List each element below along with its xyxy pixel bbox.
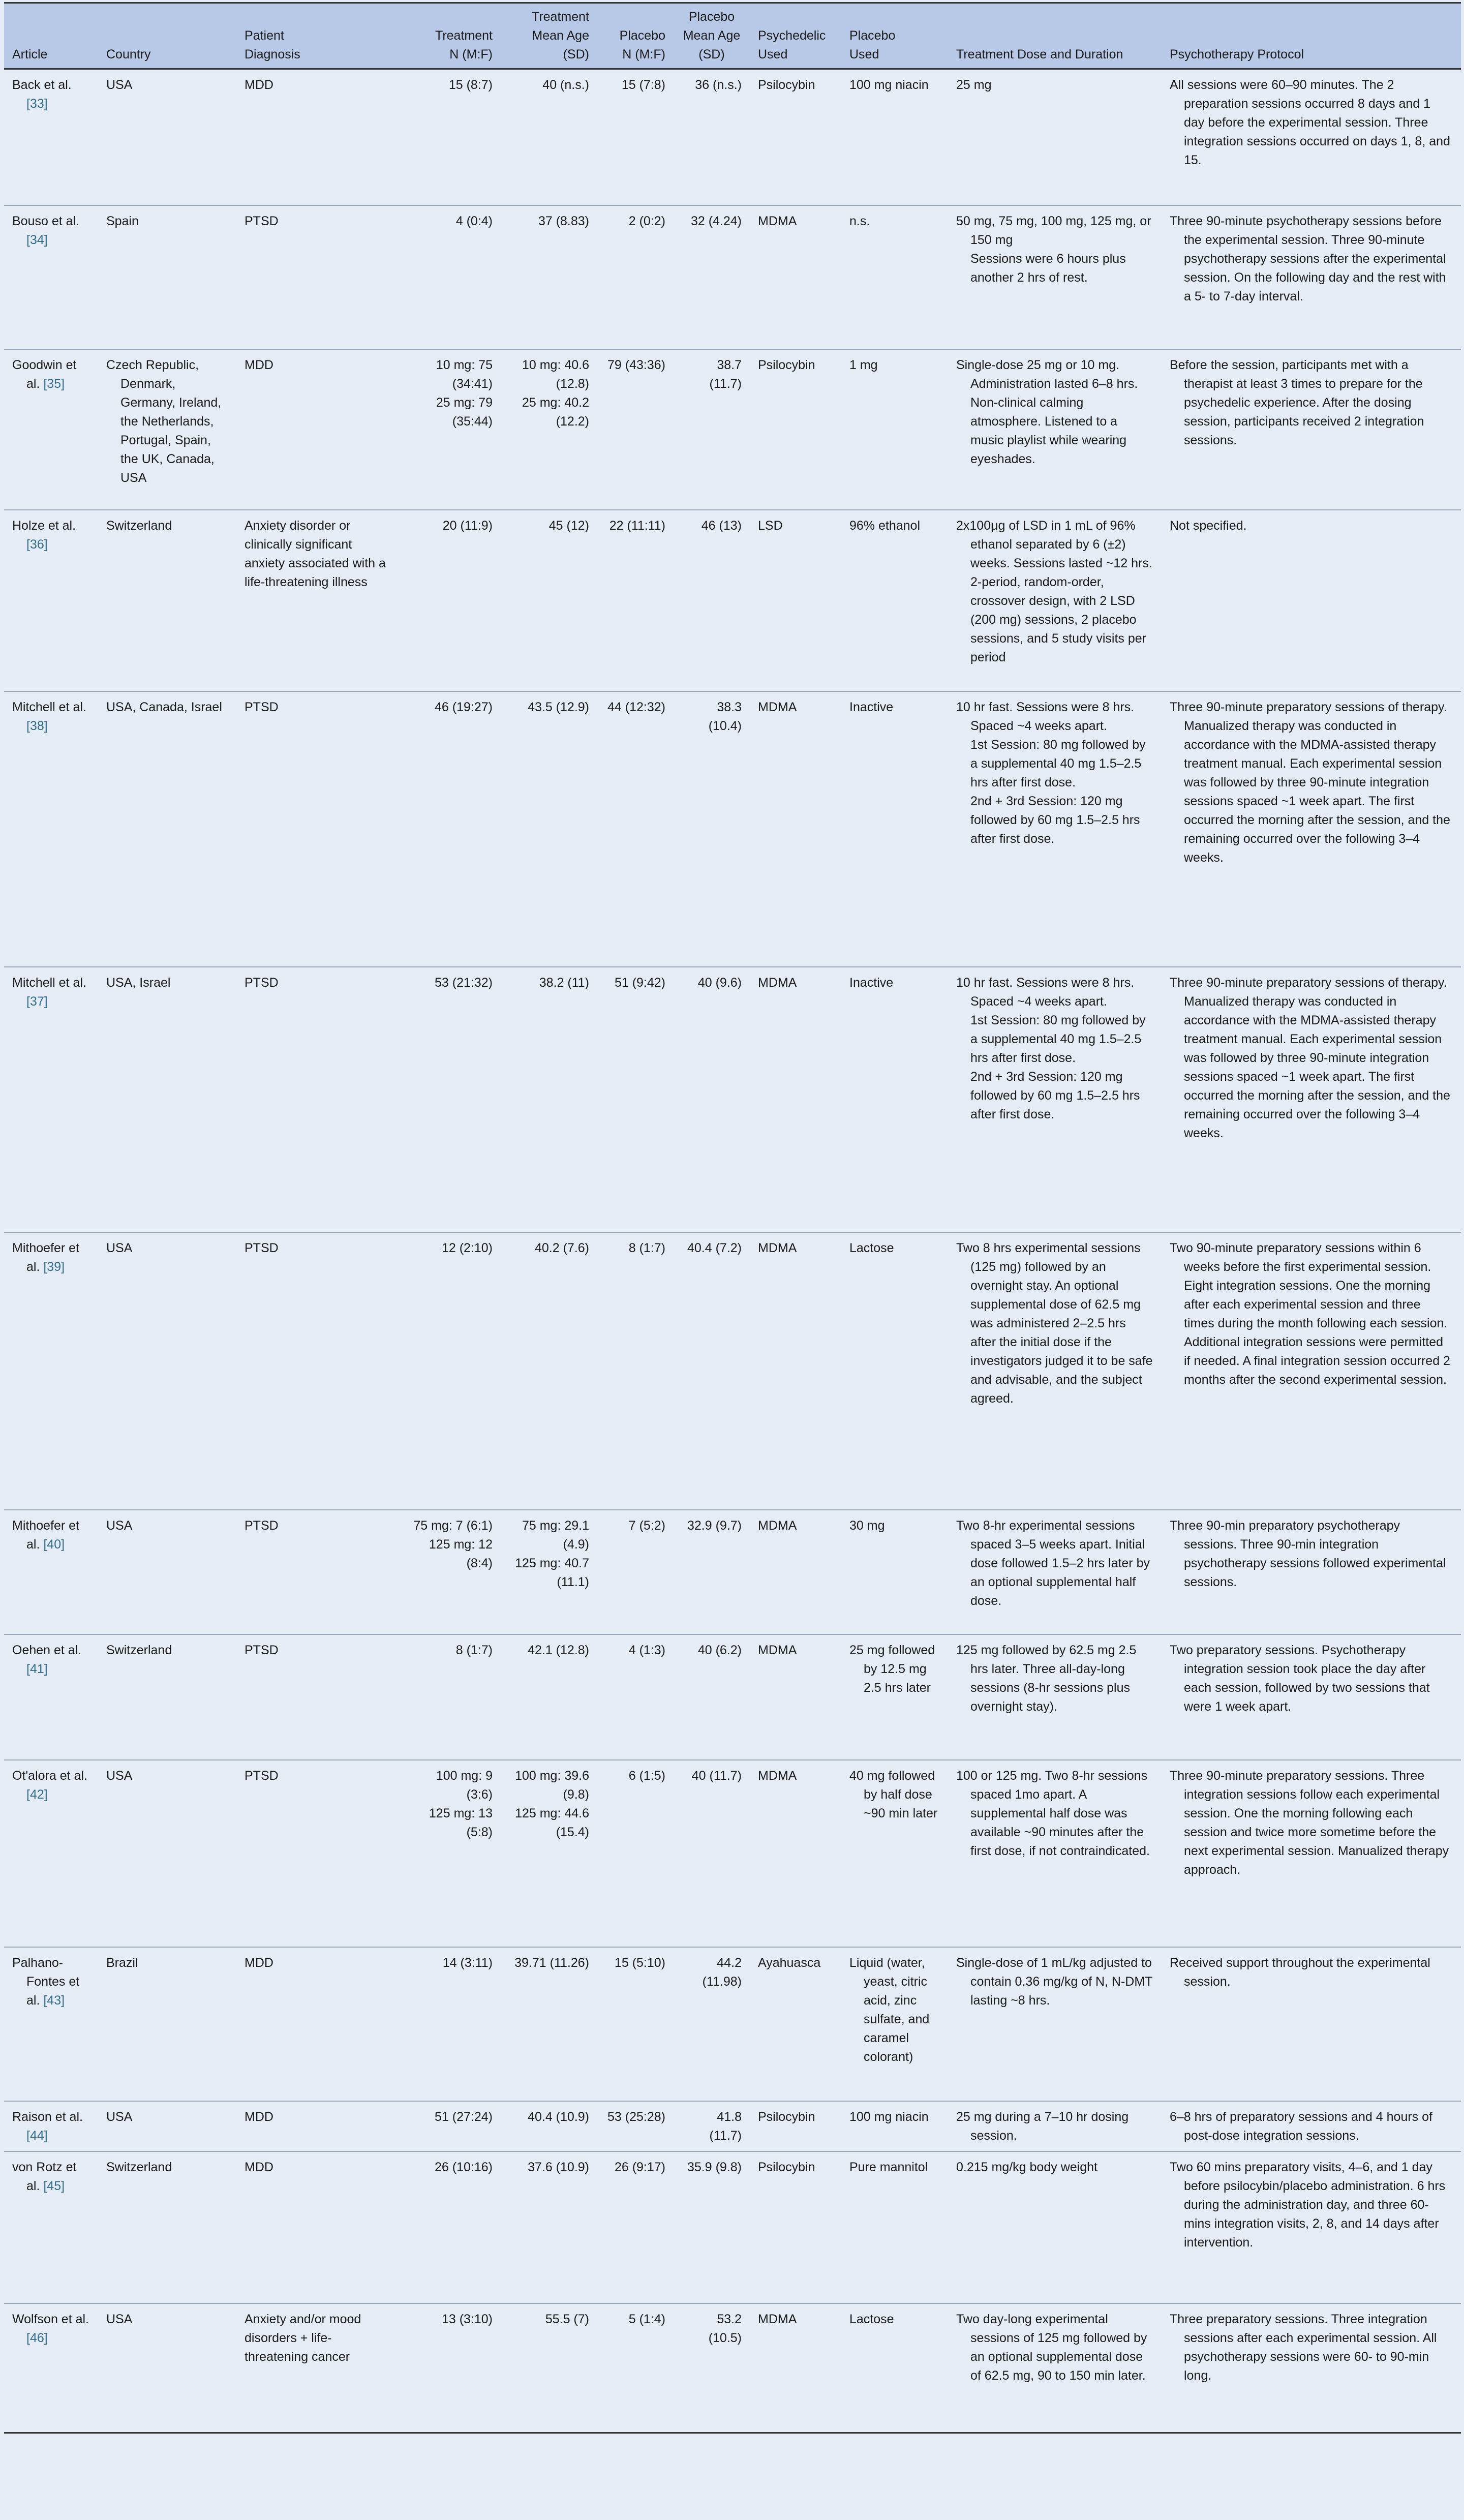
cell-diagnosis: Anxiety and/or mood disorders + life-threatening cancer xyxy=(236,2303,402,2433)
cell-placebo-mean-age: 44.2 (11.98) xyxy=(674,1947,750,2101)
cell-article xyxy=(4,1760,98,1947)
header-treatment-dose xyxy=(948,3,1162,69)
cell-diagnosis: MDD xyxy=(236,1947,402,2101)
cell-treatment-n: 14 (3:11) xyxy=(402,1947,501,2101)
cell-placebo-mean-age: 46 (13) xyxy=(674,510,750,691)
citation-link[interactable]: [36] xyxy=(26,537,48,552)
header-line: (SD) xyxy=(698,47,725,62)
article-name: Palhano-Fontes et al. xyxy=(12,1955,80,2008)
cell-article xyxy=(4,510,98,691)
cell-treatment-mean-age-text: 100 mg: 39.6 (9.8) 125 mg: 44.6 (15.4) xyxy=(515,1768,589,1839)
cell-psychedelic: MDMA xyxy=(750,1760,841,1947)
cell-diagnosis: PTSD xyxy=(236,1510,402,1634)
cell-treatment-mean-age: 37 (8.83) xyxy=(501,205,597,349)
cell-diagnosis: PTSD xyxy=(236,1634,402,1760)
cell-placebo-n: 79 (43:36) xyxy=(597,349,674,510)
cell-article xyxy=(4,1232,98,1510)
cell-placebo-used: 25 mg followed by 12.5 mg 2.5 hrs later xyxy=(841,1634,948,1760)
cell-country: USA xyxy=(98,1510,236,1634)
cell-treatment-dose: 25 mg during a 7–10 hr dosing session. xyxy=(948,2101,1162,2151)
studies-table xyxy=(4,2,1461,2434)
table-header-row xyxy=(4,3,1461,69)
cell-placebo-n: 22 (11:11) xyxy=(597,510,674,691)
cell-treatment-n-text: 10 mg: 75 (34:41) 25 mg: 79 (35:44) xyxy=(436,357,493,429)
cell-treatment-n-text: 100 mg: 9 (3:6) 125 mg: 13 (5:8) xyxy=(429,1768,493,1839)
citation-link[interactable]: [39] xyxy=(43,1259,65,1274)
cell-psychedelic: Psilocybin xyxy=(750,349,841,510)
cell-treatment-n: 15 (8:7) xyxy=(402,69,501,205)
cell-treatment-dose-text: 2x100μg of LSD in 1 mL of 96% ethanol separated by 6 (±2) weeks. Sessions lasted ~12 hrs. 2-period, random-order, crossover design, with 2 LSD (200 mg) sessions, 2 placebo sessions, and 5 study visits per period xyxy=(956,518,1152,664)
cell-treatment-dose-text: 10 hr fast. Sessions were 8 hrs. Spaced ~4 weeks apart. 1st Session: 80 mg followed by a supplemental 40 mg 1.5–2.5 hrs after first dose. 2nd + 3rd Session: 120 mg followed by 60 mg 1.5–2.5 hrs after first dose. xyxy=(956,700,1146,846)
cell-placebo-used: 100 mg niacin xyxy=(841,2101,948,2151)
cell-treatment-dose-text: 10 hr fast. Sessions were 8 hrs. Spaced ~4 weeks apart. 1st Session: 80 mg followed by a supplemental 40 mg 1.5–2.5 hrs after first dose. 2nd + 3rd Session: 120 mg followed by 60 mg 1.5–2.5 hrs after first dose. xyxy=(956,975,1146,1121)
header-line: Diagnosis xyxy=(245,47,300,62)
cell-placebo-used: Lactose xyxy=(841,1232,948,1510)
citation-link[interactable]: [46] xyxy=(26,2330,48,2345)
cell-treatment-mean-age: 38.2 (11) xyxy=(501,967,597,1232)
cell-article xyxy=(4,2101,98,2151)
cell-psychedelic: MDMA xyxy=(750,1510,841,1634)
cell-placebo-used: 1 mg xyxy=(841,349,948,510)
cell-placebo-mean-age: 40 (6.2) xyxy=(674,1634,750,1760)
article-name: Mithoefer et al. xyxy=(12,1240,80,1274)
header-treatment-n xyxy=(402,3,501,69)
table-row xyxy=(4,510,1461,691)
header-line: Placebo xyxy=(619,28,665,43)
cell-diagnosis: MDD xyxy=(236,2151,402,2303)
cell-psychedelic: MDMA xyxy=(750,2303,841,2433)
cell-placebo-n: 2 (0:2) xyxy=(597,205,674,349)
cell-treatment-dose: Two day-long experimental sessions of 125 mg followed by an optional supplemental dose of 62.5 mg, 90 to 150 min later. xyxy=(948,2303,1162,2433)
cell-treatment-mean-age-text: 75 mg: 29.1 (4.9) 125 mg: 40.7 (11.1) xyxy=(515,1518,589,1589)
cell-diagnosis: MDD xyxy=(236,69,402,205)
cell-treatment-dose: Single-dose of 1 mL/kg adjusted to contain 0.36 mg/kg of N, N-DMT lasting ~8 hrs. xyxy=(948,1947,1162,2101)
table-row xyxy=(4,349,1461,510)
cell-placebo-mean-age: 36 (n.s.) xyxy=(674,69,750,205)
cell-treatment-mean-age: 42.1 (12.8) xyxy=(501,1634,597,1760)
cell-treatment-dose-text: 50 mg, 75 mg, 100 mg, 125 mg, or 150 mg Sessions were 6 hours plus another 2 hrs of rest. xyxy=(956,214,1151,285)
cell-treatment-n: 4 (0:4) xyxy=(402,205,501,349)
cell-treatment-dose: 100 or 125 mg. Two 8-hr sessions spaced 1mo apart. A supplemental half dose was available ~90 minutes after the first dose, if not contraindicated. xyxy=(948,1760,1162,1947)
table-row xyxy=(4,205,1461,349)
cell-placebo-mean-age: 38.7 (11.7) xyxy=(674,349,750,510)
header-line: Used xyxy=(849,47,879,62)
header-line: N (M:F) xyxy=(622,47,665,62)
cell-article xyxy=(4,349,98,510)
cell-treatment-dose xyxy=(948,691,1162,967)
citation-link[interactable]: [43] xyxy=(43,1993,65,2008)
cell-treatment-n xyxy=(402,1510,501,1634)
header-line: Used xyxy=(758,47,788,62)
cell-protocol: Three 90-minute psychotherapy sessions before the experimental session. Three 90-minute psychotherapy sessions after the experimental session. On the following day and the rest with a 5- to 7-day interval. xyxy=(1162,205,1461,349)
cell-protocol: Two preparatory sessions. Psychotherapy integration session took place the day after each session, followed by two sessions that were 1 week apart. xyxy=(1162,1634,1461,1760)
cell-article xyxy=(4,1510,98,1634)
article-name: Holze et al. xyxy=(12,518,76,533)
article-name: Back et al. xyxy=(12,78,72,92)
cell-treatment-mean-age xyxy=(501,1510,597,1634)
citation-link[interactable]: [33] xyxy=(26,97,48,111)
cell-diagnosis: PTSD xyxy=(236,691,402,967)
header-line: Country xyxy=(106,47,151,62)
header-line: Placebo xyxy=(849,28,896,43)
citation-link[interactable]: [40] xyxy=(43,1537,65,1552)
cell-treatment-n: 46 (19:27) xyxy=(402,691,501,967)
header-line: Mean Age xyxy=(683,28,741,43)
citation-link[interactable]: [45] xyxy=(43,2178,65,2193)
cell-placebo-used: 40 mg followed by half dose ~90 min later xyxy=(841,1760,948,1947)
header-country xyxy=(98,3,236,69)
header-placebo-used xyxy=(841,3,948,69)
cell-placebo-n: 7 (5:2) xyxy=(597,1510,674,1634)
citation-link[interactable]: [44] xyxy=(26,2128,48,2143)
cell-article xyxy=(4,2151,98,2303)
header-line: Treatment xyxy=(531,10,589,24)
article-name: von Rotz et al. xyxy=(12,2160,77,2193)
cell-placebo-mean-age: 40 (9.6) xyxy=(674,967,750,1232)
citation-link[interactable]: [42] xyxy=(26,1787,48,1802)
table-row xyxy=(4,1510,1461,1634)
article-name: Mithoefer et al. xyxy=(12,1518,80,1552)
cell-treatment-mean-age: 39.71 (11.26) xyxy=(501,1947,597,2101)
cell-placebo-used: n.s. xyxy=(841,205,948,349)
cell-psychedelic: MDMA xyxy=(750,1232,841,1510)
cell-treatment-n: 12 (2:10) xyxy=(402,1232,501,1510)
table-row xyxy=(4,1947,1461,2101)
article-name: Mitchell et al. xyxy=(12,975,86,990)
article-name: Bouso et al. xyxy=(12,214,80,228)
header-line: Treatment Dose and Duration xyxy=(956,47,1123,62)
header-placebo-n xyxy=(597,3,674,69)
cell-treatment-mean-age: 40.4 (10.9) xyxy=(501,2101,597,2151)
citation-link[interactable]: [37] xyxy=(26,994,48,1009)
cell-treatment-mean-age: 37.6 (10.9) xyxy=(501,2151,597,2303)
header-line: Treatment xyxy=(435,28,493,43)
cell-diagnosis: Anxiety disorder or clinically significant anxiety associated with a life-threatening illness xyxy=(236,510,402,691)
cell-protocol: Before the session, participants met with a therapist at least 3 times to prepare for the psychedelic experience. After the dosing session, participants received 2 integration sessions. xyxy=(1162,349,1461,510)
cell-diagnosis: PTSD xyxy=(236,967,402,1232)
cell-treatment-mean-age xyxy=(501,349,597,510)
cell-placebo-n: 15 (7:8) xyxy=(597,69,674,205)
cell-treatment-n: 26 (10:16) xyxy=(402,2151,501,2303)
cell-protocol: Three preparatory sessions. Three integration sessions after each experimental session. All psychotherapy sessions were 60- to 90-min long. xyxy=(1162,2303,1461,2433)
header-line: Psychedelic xyxy=(758,28,826,43)
cell-placebo-mean-age: 41.8 (11.7) xyxy=(674,2101,750,2151)
header-line: Psychotherapy Protocol xyxy=(1170,47,1304,62)
cell-protocol: Not specified. xyxy=(1162,510,1461,691)
cell-country: USA, Israel xyxy=(98,967,236,1232)
cell-treatment-n xyxy=(402,349,501,510)
cell-country: Switzerland xyxy=(98,510,236,691)
cell-placebo-mean-age: 40.4 (7.2) xyxy=(674,1232,750,1510)
header-treatment-mean-age xyxy=(501,3,597,69)
cell-placebo-n: 51 (9:42) xyxy=(597,967,674,1232)
cell-article xyxy=(4,1634,98,1760)
cell-diagnosis: MDD xyxy=(236,2101,402,2151)
citation-link[interactable]: [41] xyxy=(26,1661,48,1676)
cell-treatment-n: 8 (1:7) xyxy=(402,1634,501,1760)
cell-protocol: 6–8 hrs of preparatory sessions and 4 hours of post-dose integration sessions. xyxy=(1162,2101,1461,2151)
header-line: Article xyxy=(12,47,48,62)
article-name: Raison et al. xyxy=(12,2109,83,2124)
cell-protocol: All sessions were 60–90 minutes. The 2 preparation sessions occurred 8 days and 1 day before the experimental session. Three integration sessions occurred on days 1, 8, and 15. xyxy=(1162,69,1461,205)
cell-placebo-used: 100 mg niacin xyxy=(841,69,948,205)
cell-treatment-dose: 25 mg xyxy=(948,69,1162,205)
cell-treatment-n: 20 (11:9) xyxy=(402,510,501,691)
article-name: Goodwin et al. xyxy=(12,357,77,391)
cell-treatment-dose: Single-dose 25 mg or 10 mg. Administration lasted 6–8 hrs. Non-clinical calming atmosphere. Listened to a music playlist while wearing eyeshades. xyxy=(948,349,1162,510)
cell-protocol: Received support throughout the experimental session. xyxy=(1162,1947,1461,2101)
cell-country: USA xyxy=(98,1232,236,1510)
table-row xyxy=(4,2101,1461,2151)
citation-link[interactable]: [34] xyxy=(26,232,48,247)
cell-country: USA xyxy=(98,2101,236,2151)
cell-placebo-used: Pure mannitol xyxy=(841,2151,948,2303)
cell-treatment-dose: 0.215 mg/kg body weight xyxy=(948,2151,1162,2303)
cell-country: Switzerland xyxy=(98,2151,236,2303)
cell-placebo-mean-age: 35.9 (9.8) xyxy=(674,2151,750,2303)
cell-placebo-used: Inactive xyxy=(841,691,948,967)
table-body xyxy=(4,69,1461,2433)
cell-protocol: Two 60 mins preparatory visits, 4–6, and 1 day before psilocybin/placebo administration. 6 hrs during the administration day, and three 60-mins integration visits, 2, 8, and 14 days after intervention. xyxy=(1162,2151,1461,2303)
cell-diagnosis: PTSD xyxy=(236,1232,402,1510)
cell-placebo-mean-age: 32.9 (9.7) xyxy=(674,1510,750,1634)
header-patient-diagnosis xyxy=(236,3,402,69)
cell-placebo-n: 6 (1:5) xyxy=(597,1760,674,1947)
cell-placebo-used: Liquid (water, yeast, citric acid, zinc sulfate, and caramel colorant) xyxy=(841,1947,948,2101)
article-name: Mitchell et al. xyxy=(12,700,86,714)
header-line: Mean Age (SD) xyxy=(532,28,589,62)
cell-treatment-mean-age: 40.2 (7.6) xyxy=(501,1232,597,1510)
cell-article xyxy=(4,967,98,1232)
cell-diagnosis: PTSD xyxy=(236,205,402,349)
cell-psychedelic: Ayahuasca xyxy=(750,1947,841,2101)
cell-placebo-n: 8 (1:7) xyxy=(597,1232,674,1510)
cell-treatment-n: 51 (27:24) xyxy=(402,2101,501,2151)
cell-psychedelic: MDMA xyxy=(750,967,841,1232)
cell-psychedelic: Psilocybin xyxy=(750,69,841,205)
cell-treatment-mean-age: 45 (12) xyxy=(501,510,597,691)
cell-country: Brazil xyxy=(98,1947,236,2101)
citation-link[interactable]: [38] xyxy=(26,718,48,733)
cell-protocol: Three 90-minute preparatory sessions of therapy. Manualized therapy was conducted in accordance with the MDMA-assisted therapy treatment manual. Each experimental session was followed by three 90-minute integration sessions spaced ~1 week apart. The first occurred the morning after the session, and the remaining occurred over the following 3–4 weeks. xyxy=(1162,967,1461,1232)
cell-treatment-mean-age: 43.5 (12.9) xyxy=(501,691,597,967)
cell-psychedelic: Psilocybin xyxy=(750,2101,841,2151)
cell-placebo-n: 15 (5:10) xyxy=(597,1947,674,2101)
cell-treatment-n-text: 75 mg: 7 (6:1) 125 mg: 12 (8:4) xyxy=(413,1518,493,1570)
table-row xyxy=(4,2303,1461,2433)
header-line: Placebo xyxy=(688,10,735,24)
cell-psychedelic: MDMA xyxy=(750,691,841,967)
table-row xyxy=(4,1760,1461,1947)
cell-country: Czech Republic, Denmark, Germany, Ireland, the Netherlands, Portugal, Spain, the UK, Canada, USA xyxy=(98,349,236,510)
cell-country: USA xyxy=(98,2303,236,2433)
cell-placebo-mean-age: 40 (11.7) xyxy=(674,1760,750,1947)
cell-placebo-n: 44 (12:32) xyxy=(597,691,674,967)
cell-treatment-mean-age: 55.5 (7) xyxy=(501,2303,597,2433)
cell-protocol: Three 90-minute preparatory sessions. Three integration sessions follow each experimental session. One the morning following each session and twice more sometime before the next experimental session. Manualized therapy approach. xyxy=(1162,1760,1461,1947)
cell-country: Spain xyxy=(98,205,236,349)
article-name: Wolfson et al. xyxy=(12,2312,89,2326)
cell-treatment-n xyxy=(402,1760,501,1947)
cell-diagnosis: PTSD xyxy=(236,1760,402,1947)
cell-country: USA, Canada, Israel xyxy=(98,691,236,967)
cell-article xyxy=(4,1947,98,2101)
cell-treatment-dose xyxy=(948,510,1162,691)
header-line: Patient xyxy=(245,28,284,43)
cell-treatment-mean-age-text: 10 mg: 40.6 (12.8) 25 mg: 40.2 (12.2) xyxy=(522,357,589,429)
cell-article xyxy=(4,69,98,205)
table-row xyxy=(4,691,1461,967)
header-psychedelic-used xyxy=(750,3,841,69)
cell-placebo-n: 26 (9:17) xyxy=(597,2151,674,2303)
table-row xyxy=(4,69,1461,205)
header-article xyxy=(4,3,98,69)
cell-psychedelic: Psilocybin xyxy=(750,2151,841,2303)
cell-placebo-used: Lactose xyxy=(841,2303,948,2433)
cell-placebo-used: 30 mg xyxy=(841,1510,948,1634)
cell-article xyxy=(4,2303,98,2433)
cell-placebo-n: 4 (1:3) xyxy=(597,1634,674,1760)
citation-link[interactable]: [35] xyxy=(43,376,65,391)
cell-treatment-dose: Two 8-hr experimental sessions spaced 3–5 weeks apart. Initial dose followed 1.5–2 hrs later by an optional supplemental half dose. xyxy=(948,1510,1162,1634)
cell-placebo-used: 96% ethanol xyxy=(841,510,948,691)
cell-protocol: Three 90-min preparatory psychotherapy sessions. Three 90-min integration psychotherapy sessions followed experimental sessions. xyxy=(1162,1510,1461,1634)
cell-psychedelic: MDMA xyxy=(750,205,841,349)
cell-placebo-mean-age: 38.3 (10.4) xyxy=(674,691,750,967)
cell-country: USA xyxy=(98,69,236,205)
cell-treatment-mean-age xyxy=(501,1760,597,1947)
header-psychotherapy-protocol xyxy=(1162,3,1461,69)
cell-placebo-used: Inactive xyxy=(841,967,948,1232)
cell-treatment-dose xyxy=(948,967,1162,1232)
cell-treatment-n: 13 (3:10) xyxy=(402,2303,501,2433)
cell-treatment-dose: 125 mg followed by 62.5 mg 2.5 hrs later. Three all-day-long sessions (8-hr sessions plus overnight stay). xyxy=(948,1634,1162,1760)
header-placebo-mean-age xyxy=(674,3,750,69)
table-row xyxy=(4,1232,1461,1510)
cell-treatment-mean-age: 40 (n.s.) xyxy=(501,69,597,205)
table-row xyxy=(4,967,1461,1232)
cell-protocol: Three 90-minute preparatory sessions of therapy. Manualized therapy was conducted in accordance with the MDMA-assisted therapy treatment manual. Each experimental session was followed by three 90-minute integration sessions spaced ~1 week apart. The first occurred the morning after the session, and the remaining occurred over the following 3–4 weeks. xyxy=(1162,691,1461,967)
table-row xyxy=(4,2151,1461,2303)
article-name: Ot'alora et al. xyxy=(12,1768,87,1783)
table-row xyxy=(4,1634,1461,1760)
article-name: Oehen et al. xyxy=(12,1643,82,1657)
cell-treatment-n: 53 (21:32) xyxy=(402,967,501,1232)
cell-placebo-mean-age: 53.2 (10.5) xyxy=(674,2303,750,2433)
cell-treatment-dose xyxy=(948,205,1162,349)
cell-psychedelic: MDMA xyxy=(750,1634,841,1760)
cell-diagnosis: MDD xyxy=(236,349,402,510)
cell-treatment-dose: Two 8 hrs experimental sessions (125 mg) followed by an overnight stay. An optional supplemental dose of 62.5 mg was administered 2–2.5 hrs after the initial dose if the investigators judged it to be safe and advisable, and the subject agreed. xyxy=(948,1232,1162,1510)
cell-article xyxy=(4,205,98,349)
cell-country: Switzerland xyxy=(98,1634,236,1760)
cell-article xyxy=(4,691,98,967)
cell-placebo-n: 53 (25:28) xyxy=(597,2101,674,2151)
cell-psychedelic: LSD xyxy=(750,510,841,691)
cell-protocol: Two 90-minute preparatory sessions within 6 weeks before the first experimental session. Eight integration sessions. One the morning after each experimental session and three times during the month following each session. Additional integration sessions were permitted if needed. A final integration session occurred 2 months after the second experimental session. xyxy=(1162,1232,1461,1510)
cell-placebo-n: 5 (1:4) xyxy=(597,2303,674,2433)
cell-country: USA xyxy=(98,1760,236,1947)
cell-placebo-mean-age: 32 (4.24) xyxy=(674,205,750,349)
header-line: N (M:F) xyxy=(449,47,493,62)
